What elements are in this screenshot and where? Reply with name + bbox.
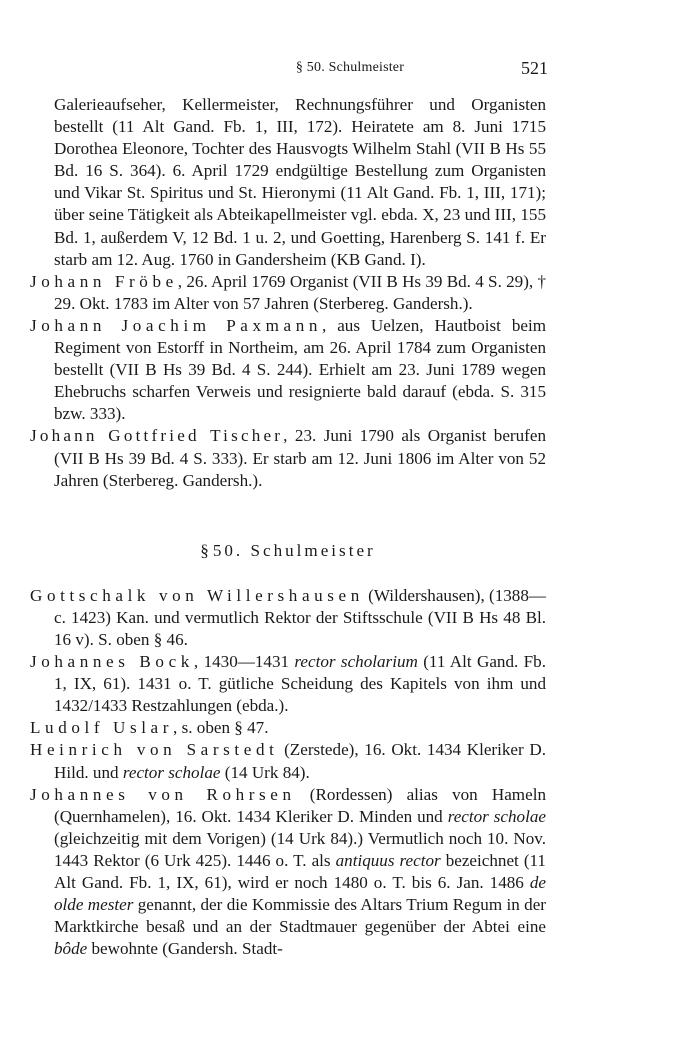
entry-tischer bbox=[30, 425, 546, 491]
latin-term: rector scholae bbox=[447, 806, 546, 826]
entry-bock bbox=[30, 651, 546, 717]
latin-term: rector scholae bbox=[122, 762, 221, 782]
entry-name: Johann Gottfried Tischer bbox=[30, 426, 284, 446]
entry-gottschalk bbox=[30, 585, 546, 651]
entry-name: Johann Joachim Paxmann bbox=[30, 315, 323, 335]
entry-uslar bbox=[30, 717, 546, 739]
latin-term: antiquus rector bbox=[335, 850, 441, 870]
entry-text: bewohnte (Gandersh. Stadt- bbox=[87, 939, 283, 959]
running-head bbox=[0, 58, 700, 82]
entry-text: (11 Alt Gand. Fb. 1, IX, 61). 1431 o. T. gütliche Scheidung des Kapitels von ihm und 1432/1433 Restzahlungen (ebda.). bbox=[54, 652, 546, 716]
entry-text: (14 Urk 84). bbox=[220, 762, 310, 782]
entry-paxmann bbox=[30, 315, 546, 425]
entry-name: Gottschalk von Willershausen bbox=[30, 585, 364, 605]
entry-sarstedt bbox=[30, 739, 546, 783]
continued-entry bbox=[30, 94, 546, 271]
entry-text: , 1430—1431 bbox=[193, 652, 295, 672]
running-title: § 50. Schulmeister bbox=[295, 60, 405, 75]
entry-rohrsen bbox=[30, 784, 546, 961]
page-number: 521 bbox=[521, 58, 548, 78]
entry-text: Galerieaufseher, Kellermeister, Rechnungsführer und Organisten bestellt (11 Alt Gand. Fb. 1, III, 172). Heiratete am 8. Juni 1715 Dorothea Eleonore, Tochter des Hausvogts Wilhelm Stahl (VII B Hs 55 Bd. 16 S. 364). 6. April 1729 endgültige Bestellung zum Organisten und Vikar St. Spiritus und St. Hieronymi (11 Alt Gand. Fb. 1, III, 171); über seine Tätigkeit als Abteikapellmeister vgl. ebda. X, 23 und III, 155 Bd. 1, außerdem V, 12 Bd. 1 u. 2, und Goetting, Harenberg S. 141 f. Er starb am 12. Aug. 1760 in Gandersheim (KB Gand. I). bbox=[54, 95, 546, 269]
entry-text: (Rordessen) alias von Hameln (Quernhamelen), 16. Okt. 1434 Kleriker D. Minden und bbox=[54, 784, 546, 826]
entry-text: , 26. April 1769 Organist (VII B Hs 39 Bd. 4 S. 29), † 29. Okt. 1783 im Alter von 57 Jahren (Sterbereg. Gandersh.). bbox=[54, 271, 547, 313]
entry-name: Johannes Bock bbox=[30, 652, 194, 672]
entry-name: Johannes von Rohrsen bbox=[30, 784, 296, 804]
entry-froebe bbox=[30, 271, 546, 315]
section-title: 50. Schulmeister bbox=[212, 540, 376, 560]
entry-name: Ludolf Uslar bbox=[30, 718, 174, 738]
section-symbol: § bbox=[200, 540, 209, 560]
low-german-term: de olde mester bbox=[54, 873, 546, 915]
entry-name: Johann Fröbe bbox=[30, 271, 178, 291]
entry-text: genannt, der die Kommissie des Altars Trium Regum in der Marktkirche besaß und an der Stadtmauer gegenüber der Abtei eine bbox=[54, 895, 546, 937]
entry-text: , aus Uelzen, Hautboist beim Regiment von Estorff in Northeim, am 26. April 1784 zum Organisten bestellt (VII B Hs 39 Bd. 4 S. 244). Erhielt am 23. Juni 1789 wegen Ehebruchs scharfen Verweis und resignierte bald darauf (ebda. S. 315 bzw. 333). bbox=[54, 315, 546, 424]
entry-text: (Wildershausen), (1388—c. 1423) Kan. und vermutlich Rektor der Stiftsschule (VII B Hs 48 Bl. 16 v). S. oben § 46. bbox=[54, 585, 546, 649]
entry-name: Heinrich von Sarstedt bbox=[30, 740, 279, 760]
low-german-term: bôde bbox=[54, 939, 88, 959]
section-heading bbox=[30, 540, 546, 562]
entry-text: , s. oben § 47. bbox=[173, 718, 269, 738]
body-text bbox=[30, 94, 546, 960]
entry-text: , 23. Juni 1790 als Organist berufen (VII B Hs 39 Bd. 4 S. 333). Er starb am 12. Juni 1806 im Alter von 52 Jahren (Sterbereg. Gandersh.). bbox=[54, 426, 546, 490]
entry-text: bezeichnet (11 Alt Gand. Fb. 1, IX, 61), wird er noch 1480 o. T. bis 6. Jan. 1486 bbox=[54, 850, 546, 892]
latin-term: rector scholarium bbox=[294, 652, 418, 672]
entry-text: (Zerstede), 16. Okt. 1434 Kleriker D. Hild. und bbox=[54, 740, 546, 782]
entry-text: (gleichzeitig mit dem Vorigen) (14 Urk 84).) Vermutlich noch 10. Nov. 1443 Rektor (6 Urk 425). 1446 o. T. als bbox=[54, 828, 546, 870]
